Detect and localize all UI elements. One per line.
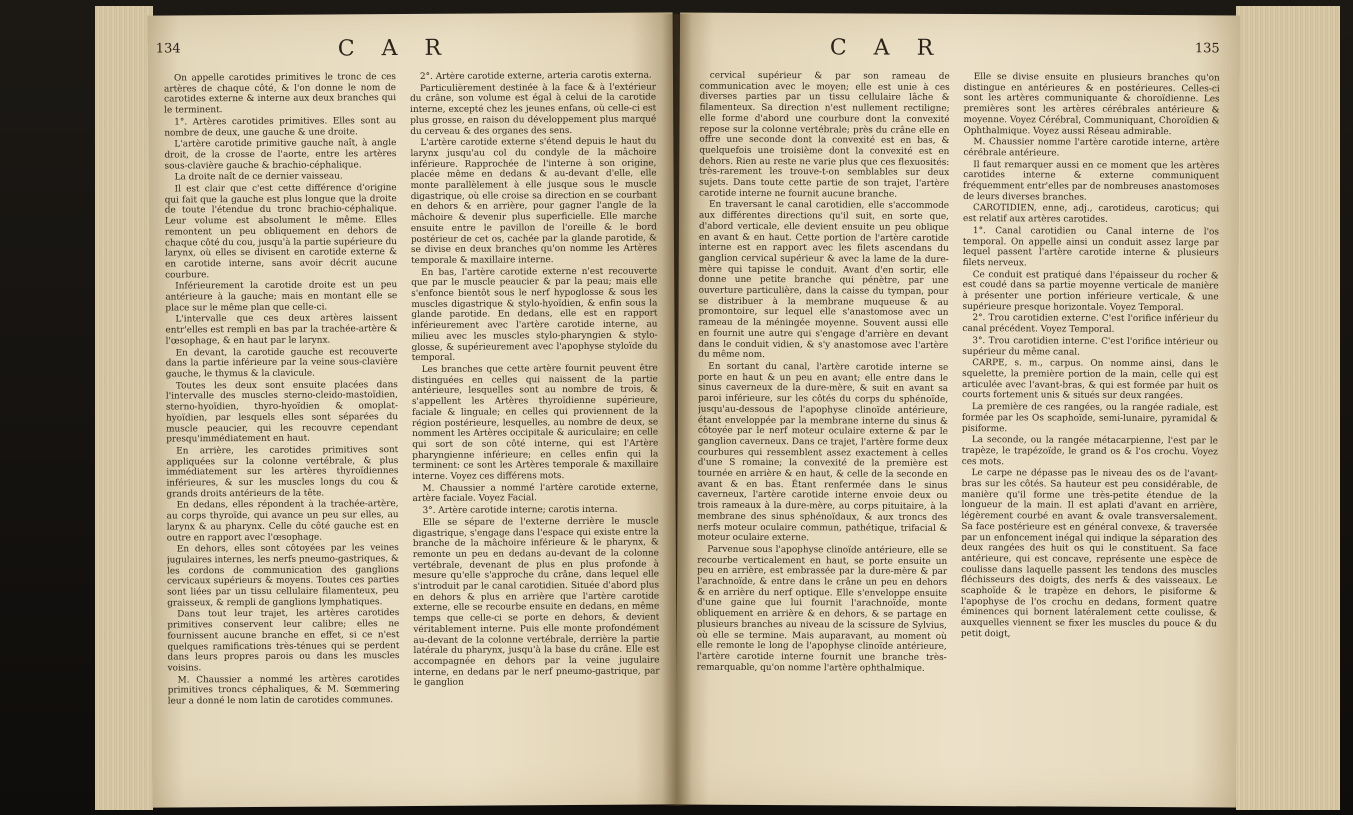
left-page-number: 134 bbox=[155, 41, 181, 57]
paragraph: Elle se sépare de l'externe derrière le muscle digastrique, s'engage dans l'espace qui existe entre la branche de la mâchoire inférieure & le pharynx, & remonte un peu en dedans au-devant de la colonne vertébrale, devenant de plus en plus profonde à mesure qu'elle s'approche du crâne, dans lequel elle s'introduit par le canal carotidien. Située d'abord plus en dehors & plus en arrière que l'artère carotide externe, elle se recourbe ensuite en dedans, en même temps que celle-ci se porte en dehors, & devient véritablement interne. Puis elle monte profondément au-devant de la colonne vertébrale, derrière la partie latérale du pharynx, jusqu'à la base du crâne. Elle est accompagnée en dehors par la veine jugulaire interne, en dedans par le nerf pneumo-gastrique, par le ganglion bbox=[412, 516, 660, 689]
paragraph: En dehors, elles sont côtoyées par les veines jugulaires internes, les nerfs pneumo-gastriques, & les cordons de communication des ganglions cervicaux supérieurs & moyens. Toutes ces parties sont liées par un tissu cellulaire filamenteux, peu graisseux, & rempli de ganglions lymphatiques. bbox=[166, 543, 400, 609]
left-page bbox=[148, 12, 678, 807]
paragraph: 1°. Artères carotides primitives. Elles sont au nombre de deux, une gauche & une droite. bbox=[164, 115, 397, 139]
paragraph: En sortant du canal, l'artère carotide interne se porte en haut & un peu en avant; elle entre dans le sinus caverneux de la dure-mère, & suit en avant sa paroi inférieure, sur les côtés du corps du sphénoïde, jusqu'au-dessous de l'apophyse clinoïde antérieure, étant enveloppée par la membrane interne du sinus & côtoyée par le nerf moteur oculaire externe & par le ganglion caverneux. Dans ce trajet, l'artère forme deux courbures qui ressemblent assez exactement à celles d'une S romaine; la convexité de la première est tournée en arrière & en haut, & celle de la seconde en avant & en bas. Étant renfermée dans le sinus caverneux, l'artère carotide interne envoie deux ou trois rameaux à la dure-mère, au corps pituitaire, à la membrane des sinus sphénoïdaux, & aux troncs des nerfs moteur oculaire commun, pathétique, trifacial & moteur oculaire externe. bbox=[697, 361, 949, 544]
paragraph: 3°. Artère carotide interne; carotis interna. bbox=[422, 504, 618, 517]
paragraph: Il faut remarquer aussi en ce moment que les artères carotides interne & externe communiquent fréquemment entr'elles par de nombreuses anastomoses de leurs diverses branches. bbox=[963, 159, 1220, 203]
paragraph: Inférieurement la carotide droite est un peu antérieure à la gauche; mais en montant elle se place sur le même plan que celle-ci. bbox=[165, 280, 398, 314]
paragraph: cervical supérieur & par son rameau de communication avec le moyen; elle est unie à ces diverses parties par un tissu cellulaire lâche & filamenteux. Sa direction n'est nullement rectiligne; elle forme d'abord une courbure dont la convexité repose sur la colonne vertébrale; près du crâne elle en offre une seconde dont la convexité est en bas, & quelquefois une troisième dont la convexité est en dehors. Rien au reste ne varie plus que ces flexuosités: très-rarement les trouve-t-on semblables sur deux sujets. Dans toute cette partie de son trajet, l'artère carotide interne ne fournit aucune branche. bbox=[699, 70, 950, 200]
paragraph: L'intervalle que ces deux artères laissent entr'elles est rempli en bas par la trachée-artère & l'œsophage, & en haut par le larynx. bbox=[165, 313, 398, 347]
left-page-edges bbox=[95, 6, 153, 810]
right-column-1 bbox=[696, 71, 950, 802]
paragraph: M. Chaussier nomme l'artère carotide interne, artère cérébrale antérieure. bbox=[963, 137, 1220, 159]
left-column-2 bbox=[410, 71, 660, 802]
paragraph: En devant, la carotide gauche est recouverte dans la partie inférieure par la veine sous-clavière gauche, le thymus & la clavicule. bbox=[165, 346, 398, 380]
paragraph: M. Chaussier a nommé les artères carotides primitives troncs céphaliques, & M. Sœmmering leur a donné le nom latin de carotides communes. bbox=[167, 673, 400, 707]
left-running-head: C A R bbox=[337, 35, 452, 62]
paragraph: En traversant le canal carotidien, elle s'accommode aux différentes directions qu'il suit, en sorte que, d'abord verticale, elle devient ensuite un peu oblique en avant & en haut. Cette portion de l'artère carotide interne est en rapport avec les filets ascendans du ganglion cervical supérieur & avec la lame de la dure-mère qui tapisse le conduit. Avant d'en sortir, elle donne une petite branche qui pénètre, par une ouverture particulière, dans la caisse du tympan, pour se distribuer à la membrane muqueuse & au promontoire, sur lequel elle s'anastomose avec un rameau de la méningée moyenne. Souvent aussi elle en fournit une autre qui s'engage d'arrière en devant dans le conduit vidien, & s'y anastomose avec l'artère du même nom. bbox=[698, 200, 950, 361]
paragraph: L'artère carotide externe s'étend depuis le haut du larynx jusqu'au col du condyle de la mâchoire inférieure. Rapprochée de l'interne à son origine, placée même en dedans & au-devant d'elle, elle monte parallèlement à elle jusque sous le muscle digastrique, où elle croise sa direction en se courbant en dehors & en arrière, pour gagner l'angle de la mâchoire & devenir plus superficielle. Elle marche ensuite entre le pavillon de l'oreille & le bord postérieur de cet os, cachée par la glande parotide, & se divise en deux branches qu'on nomme les Artères temporale & maxillaire interne. bbox=[410, 136, 658, 266]
paragraph: On appelle carotides primitives le tronc de ces artères de chaque côté, & l'on donne le nom de carotides externe & interne aux deux branches qui le terminent. bbox=[164, 72, 397, 116]
paragraph: CARPE, s. m., carpus. On nomme ainsi, dans le squelette, la première portion de la main, celle qui est articulée avec l'avant-bras, & qui est formée par huit os courts fortement unis & situés sur deux rangées. bbox=[962, 358, 1219, 402]
paragraph: Le carpe ne dépasse pas le niveau des os de l'avant-bras sur les côtés. Sa hauteur est peu considérable, de manière qu'il forme une très-petite étendue de la longueur de la main. Il est aplati d'avant en arrière, légèrement courbé en avant & ovale transversalement. Sa face postérieure est en général convexe, & traversée par un enfoncement inégal qui indique la séparation des deux rangées des huit os qui le constituent. Sa face antérieure, qui est concave, représente une espèce de coulisse dans laquelle passent les tendons des muscles fléchisseurs des doigts, des nerfs & des vaisseaux. Le scaphoïde & le trapèze en dehors, le pisiforme & l'apophyse de l'os crochu en dedans, forment quatre éminences qui bornent latéralement cette coulisse, & auxquelles viennent se fixer les muscles du pouce & du petit doigt, bbox=[960, 468, 1218, 640]
paragraph: Parvenue sous l'apophyse clinoïde antérieure, elle se recourbe verticalement en haut, se porte ensuite un peu en arrière, est embrassée par la dure-mère & par l'arachnoïde, & entre dans le crâne un peu en dehors & en arrière du nerf optique. Elle s'enveloppe ensuite d'une gaine que lui fournit l'arachnoïde, monte obliquement en arrière & en dehors, & se partage en plusieurs branches au niveau de la scissure de Sylvius, où elle se termine. Mais auparavant, au moment où elle remonte le long de l'apophyse clinoïde antérieure, l'artère carotide interne fournit une branche très-remarquable, qu'on nomme l'artère ophthalmique. bbox=[696, 544, 948, 674]
paragraph: Particulièrement destinée à la face & à l'extérieur du crâne, son volume est égal à celui de la carotide interne, excepté chez les jeunes enfans, où celle-ci est plus grosse, en raison du développement plus marqué du cerveau & des organes des sens. bbox=[410, 82, 657, 137]
paragraph: Ce conduit est pratiqué dans l'épaisseur du rocher & est coudé dans sa partie moyenne verticale de manière à présenter une portion inférieure verticale, & une supérieure presque horizontale. Voyez Temporal. bbox=[962, 269, 1219, 313]
paragraph: Il est clair que c'est cette différence d'origine qui fait que la gauche est plus longue que la droite de toute l'étendue du tronc brachio-céphalique. Leur volume est absolument le même. Elles remontent un peu obliquement en dehors de chaque côté du cou, jusqu'à la partie supérieure du larynx, où elles se divisent en carotide externe & en carotide interne, sans avoir décrit aucune courbure. bbox=[164, 183, 398, 281]
paragraph: Toutes les deux sont ensuite placées dans l'intervalle des muscles sterno-cleido-mastoïdien, sterno-hyoïdien, thyro-hyoïdien & omoplat-hyoïdien, par lesquels elles sont séparées du muscle peaucier, qui les recouvre cependant presqu'immédiatement en haut. bbox=[165, 379, 399, 445]
right-page-edges bbox=[1236, 6, 1340, 810]
paragraph: Dans tout leur trajet, les artères carotides primitives conservent leur calibre; elles ne fournissent aucune branche en effet, si ce n'est quelques ramifications très-ténues qui se perdent dans leurs propres parois ou dans les muscles voisins. bbox=[167, 608, 400, 674]
paragraph: CAROTIDIEN, enne, adj., carotideus, caroticus; qui est relatif aux artères carotides. bbox=[962, 203, 1220, 225]
paragraph: M. Chaussier a nommé l'artère carotide externe, artère faciale. Voyez Facial. bbox=[412, 482, 659, 505]
paragraph: 2°. Trou carotidien externe. C'est l'orifice inférieur du canal précédent. Voyez Temporal. bbox=[962, 313, 1219, 335]
paragraph: 3°. Trou carotidien interne. C'est l'orifice intérieur ou supérieur du même canal. bbox=[962, 335, 1219, 358]
paragraph: La première de ces rangées, ou la rangée radiale, est formée par les Os scaphoïde, semi-lunaire, pyramidal & pisiforme. bbox=[961, 402, 1219, 434]
right-page bbox=[676, 13, 1240, 808]
paragraph: 2°. Artère carotide externe, arteria carotis externa. bbox=[419, 70, 652, 82]
right-running-head: C A R bbox=[829, 35, 944, 61]
paragraph: En arrière, les carotides primitives sont appliquées sur la colonne vertébrale, & plus immédiatement sur les artères thyroïdiennes inférieures, & sur les muscles longs du cou & grands droits antérieurs de la tête. bbox=[166, 444, 399, 500]
right-page-number: 135 bbox=[1194, 41, 1220, 57]
paragraph: 1°. Canal carotidien ou Canal interne de l'os temporal. On appelle ainsi un conduit assez large par lequel passent l'artère carotide interne & plusieurs filets nerveux. bbox=[962, 225, 1219, 269]
paragraph: La droite naît de ce dernier vaisseau. bbox=[174, 171, 343, 183]
left-column-1 bbox=[164, 72, 400, 803]
paragraph: Elle se divise ensuite en plusieurs branches qu'on distingue en antérieures & en postérieures. Celles-ci sont les artères communiquante & choroïdienne. Les premières sont les artères cérébrales antérieure & moyenne. Voyez Cérébral, Communiquant, Choroïdien & Ophthalmique. Voyez aussi Réseau admirable. bbox=[963, 72, 1220, 137]
paragraph: La seconde, ou la rangée métacarpienne, l'est par le trapèze, le trapézoïde, le grand os & l'os crochu. Voyez ces mots. bbox=[961, 435, 1218, 467]
paragraph: L'artère carotide primitive gauche naît, à angle droit, de la crosse de l'aorte, entre les artères sous-clavière gauche & brachio-céphalique. bbox=[164, 138, 397, 172]
paragraph: En dedans, elles répondent à la trachée-artère, au corps thyroïde, qui avance un peu sur elles, au larynx & au pharynx. Celle du côté gauche est en outre en rapport avec l'œsophage. bbox=[166, 499, 399, 544]
paragraph: En bas, l'artère carotide externe n'est recouverte que par le muscle peaucier & par la peau; mais elle s'enfonce bientôt sous le nerf hypoglosse & sous les muscles digastrique & stylo-hyoïdien, & enfin sous la glande parotide. En dedans, elle est en rapport inférieurement avec l'artère carotide interne, au milieu avec les muscles stylo-pharyngien & stylo-glosse, & supérieurement avec l'apophyse styloïde du temporal. bbox=[411, 266, 658, 364]
right-column-2 bbox=[960, 72, 1220, 803]
paragraph: Les branches que cette artère fournit peuvent être distinguées en celles qui naissent de la partie antérieure, lesquelles sont au nombre de trois, & s'appellent les Artères thyroïdienne supérieure, faciale & linguale; en celles qui proviennent de la région postérieure, lesquelles, au nombre de deux, se nomment les Artères occipitale & auriculaire; en celle qui sort de son côté interne, qui est l'Artère pharyngienne inférieure; en celles enfin qui la terminent: ce sont les Artères temporale & maxillaire interne. Voyez ces différens mots. bbox=[411, 363, 659, 483]
